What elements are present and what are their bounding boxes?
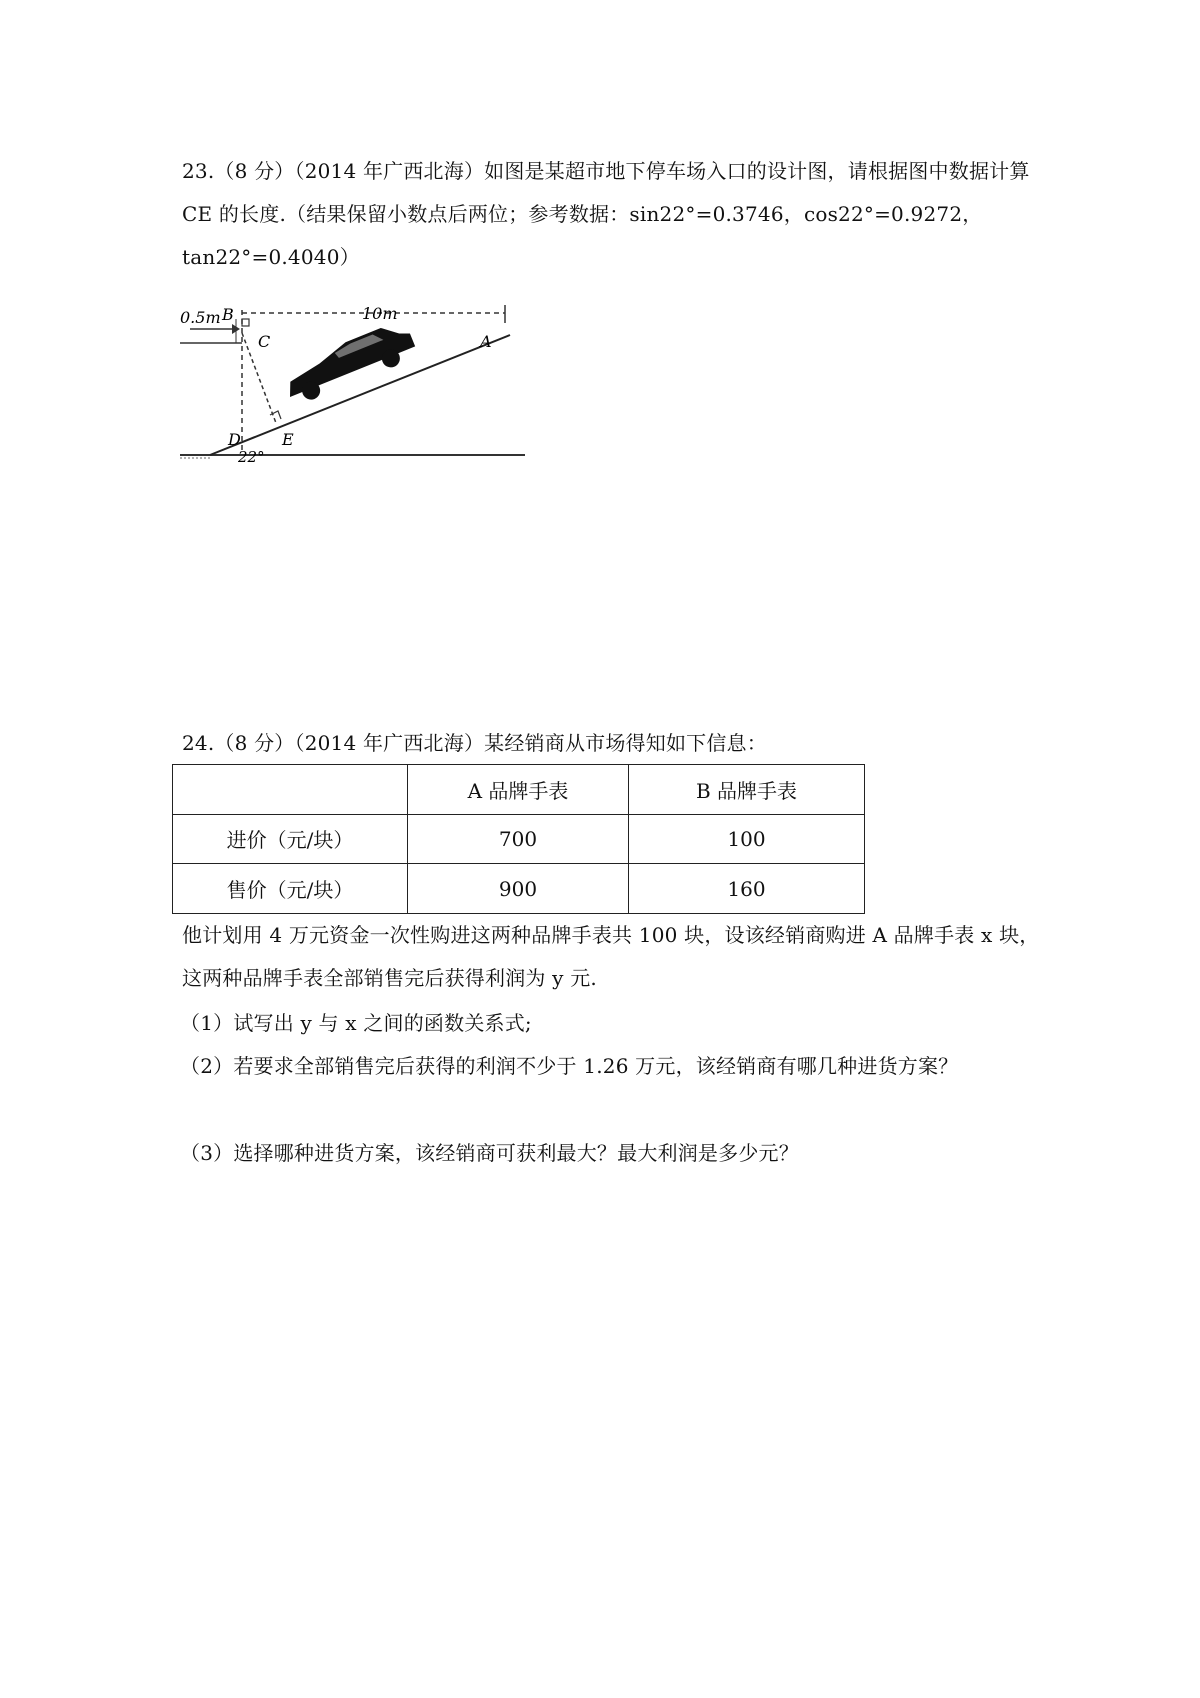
label-10m: 10m bbox=[362, 305, 398, 323]
question-24-sub2: （2）若要求全部销售完后获得的利润不少于 1.26 万元，该经销商有哪几种进货方案？ bbox=[180, 1054, 959, 1078]
parking-entrance-diagram bbox=[180, 305, 540, 465]
label-0-5m: 0.5m bbox=[180, 308, 221, 327]
question-24-description: 他计划用 4 万元资金一次性购进这两种品牌手表共 100 块，设该经销商购进 A 品牌手表 x 块，这两种品牌手表全部销售完后获得利润为 y 元. bbox=[182, 923, 1040, 990]
right-angle-marker-b bbox=[242, 319, 249, 326]
label-d: D bbox=[228, 430, 241, 449]
label-e: E bbox=[282, 430, 294, 449]
table-cell: 160 bbox=[629, 864, 865, 914]
question-24-sub1: （1）试写出 y 与 x 之间的函数关系式; bbox=[180, 1011, 532, 1035]
table-cell: 900 bbox=[408, 864, 629, 914]
price-table bbox=[172, 764, 865, 914]
question-24-sub3: （3）选择哪种进货方案，该经销商可获利最大？最大利润是多少元？ bbox=[180, 1141, 799, 1165]
table-cell: 700 bbox=[408, 814, 629, 864]
label-a: A bbox=[480, 332, 492, 351]
table-header-cell bbox=[173, 765, 408, 815]
table-header-row bbox=[173, 765, 865, 815]
question-24-text: 24.（8 分）（2014 年广西北海）某经销商从市场得知如下信息： bbox=[182, 731, 767, 755]
label-c: C bbox=[258, 332, 271, 351]
table-cell: 进价（元/块） bbox=[173, 814, 408, 864]
price-table-wrapper bbox=[172, 764, 864, 914]
question-23-text: 23.（8 分）（2014 年广西北海）如图是某超市地下停车场入口的设计图，请根据图中数据计算 CE 的长度.（结果保留小数点后两位；参考数据：sin22°=0.3746，cos22°=0.9272，tan22°=0.4040） bbox=[182, 159, 1037, 269]
table-header-cell: B 品牌手表 bbox=[629, 765, 865, 815]
table-cell: 售价（元/块） bbox=[173, 864, 408, 914]
label-b: B bbox=[222, 305, 234, 324]
table-row bbox=[173, 864, 865, 914]
label-angle-22: 22° bbox=[238, 448, 265, 465]
table-header-cell: A 品牌手表 bbox=[408, 765, 629, 815]
car-silhouette-icon bbox=[279, 319, 420, 408]
table-row bbox=[173, 814, 865, 864]
table-cell: 100 bbox=[629, 814, 865, 864]
